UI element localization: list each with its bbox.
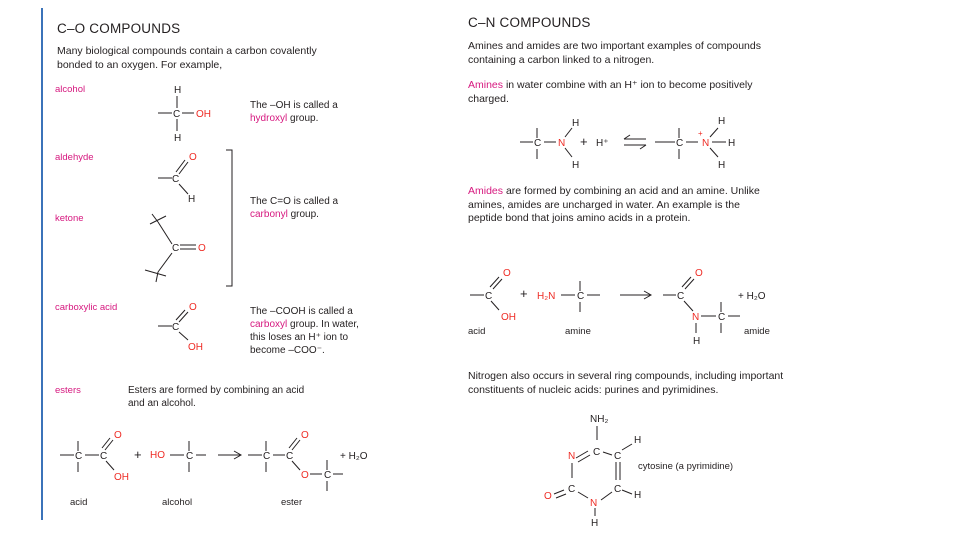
amines-term: Amines (468, 79, 504, 91)
atom-o: O (301, 470, 309, 481)
plus-sign: + (520, 286, 528, 301)
hydroxyl-note-post: group. (290, 113, 319, 124)
carboxylic-acid-structure (158, 302, 203, 353)
amines-description: in water combine with an H⁺ ion to become positively charged. (468, 79, 753, 105)
amide-amine-label: amine (565, 326, 591, 337)
plus-charge: + (698, 129, 703, 138)
atom-c: C (614, 484, 622, 495)
atom-o: O (189, 302, 197, 313)
nitrogen-rings-text: Nitrogen also occurs in several ring compounds, including important constituents of nucleic acids: purines and pyrimidines. (468, 370, 784, 396)
atom-c: C (677, 291, 685, 302)
h-ion: H⁺ (596, 138, 609, 149)
co-intro-text: Many biological compounds contain a carbon covalently bonded to an oxygen. For example, (57, 45, 317, 71)
atom-h: H (591, 518, 599, 529)
atom-c: C (534, 138, 542, 149)
atom-n-plus: N (702, 138, 710, 149)
carbonyl-note-post: group. (290, 209, 319, 220)
atom-c: C (485, 291, 493, 302)
cytosine-nh2: NH₂ (590, 414, 609, 425)
atom-h: H (572, 160, 580, 171)
atom-h: H (718, 116, 726, 127)
atom-h2n: H₂N (537, 291, 556, 302)
carbonyl-bracket (226, 150, 232, 286)
ester-acid-label: acid (70, 497, 88, 508)
atom-n: N (692, 312, 700, 323)
carbonyl-note-pre: The C=O is called a (250, 196, 339, 207)
atom-c: C (75, 451, 83, 462)
atom-n: N (590, 498, 598, 509)
atom-c: C (614, 451, 622, 462)
aldehyde-structure (158, 152, 197, 205)
aldehyde-label: aldehyde (55, 152, 94, 163)
plus-sign: + (134, 447, 142, 462)
atom-ho: HO (150, 450, 165, 461)
atom-h: H (188, 194, 196, 205)
ester-reaction (60, 430, 368, 491)
carboxylic-acid-label: carboxylic acid (55, 302, 118, 313)
esters-description: Esters are formed by combining an acid and an alcohol. (128, 385, 305, 409)
ester-alcohol-label: alcohol (162, 497, 193, 508)
amides-term: Amides (468, 185, 504, 197)
atom-c: C (593, 447, 601, 458)
atom-o: O (198, 243, 206, 254)
atom-n: N (568, 451, 576, 462)
atom-h: H (634, 435, 642, 446)
atom-h: H (572, 118, 580, 129)
atom-oh: OH (196, 109, 211, 120)
co-compounds-title: C–O COMPOUNDS (57, 21, 181, 36)
carboxyl-term: carboxyl (250, 319, 288, 330)
atom-c: C (263, 451, 271, 462)
carboxyl-note-pre: The –COOH is called a (250, 306, 353, 317)
amide-acid-label: acid (468, 326, 486, 337)
alcohol-structure (158, 85, 211, 144)
atom-c: C (172, 322, 180, 333)
atom-c: C (568, 484, 576, 495)
atom-c: C (186, 451, 194, 462)
alcohol-label: alcohol (55, 84, 86, 95)
amide-formation (470, 268, 766, 347)
carboxyl-note-post: group. In water, this loses an H⁺ ion to become –COO⁻. (250, 319, 359, 356)
atom-c: C (577, 291, 585, 302)
atom-h: H (634, 490, 642, 501)
hydroxyl-note-pre: The –OH is called a (250, 100, 338, 111)
atom-oh: OH (188, 342, 203, 353)
atom-h: H (718, 160, 726, 171)
atom-c: C (100, 451, 108, 462)
atom-h: H (693, 336, 701, 347)
ketone-structure (145, 214, 206, 282)
carbonyl-term: carbonyl (250, 209, 288, 220)
cytosine-label: cytosine (a pyrimidine) (638, 461, 734, 472)
atom-c: C (173, 109, 181, 120)
amine-protonation (520, 116, 735, 171)
atom-c: C (676, 138, 684, 149)
atom-n: N (558, 138, 566, 149)
hydroxyl-term: hydroxyl (250, 113, 288, 124)
atom-c: C (324, 470, 332, 481)
atom-h: H (174, 133, 182, 144)
cytosine-structure (544, 414, 641, 529)
amide-water: + H₂O (738, 291, 766, 302)
atom-c: C (172, 243, 180, 254)
atom-o: O (695, 268, 703, 279)
atom-o: O (301, 430, 309, 441)
atom-oh: OH (114, 472, 129, 483)
ester-ester-label: ester (281, 497, 303, 508)
atom-c: C (286, 451, 294, 462)
cn-compounds-title: C–N COMPOUNDS (468, 15, 591, 30)
atom-o: O (189, 152, 197, 163)
atom-o: O (114, 430, 122, 441)
amide-amide-label: amide (744, 326, 770, 337)
atom-oh: OH (501, 312, 516, 323)
atom-o: O (544, 491, 552, 502)
atom-c: C (172, 174, 180, 185)
atom-h: H (728, 138, 736, 149)
amides-description: are formed by combining an acid and an amine. Unlike amines, amides are uncharged in water. An example is the peptide bond that joins amino acids in a protein. (468, 185, 760, 224)
plus-sign: + (580, 134, 588, 149)
cn-intro-text: Amines and amides are two important examples of compounds containing a carbon linked to a nitrogen. (468, 40, 761, 66)
atom-c: C (718, 312, 726, 323)
atom-h: H (174, 85, 182, 96)
esters-label: esters (55, 385, 81, 396)
atom-o: O (503, 268, 511, 279)
ester-water: + H₂O (340, 451, 368, 462)
ketone-label: ketone (55, 213, 84, 224)
